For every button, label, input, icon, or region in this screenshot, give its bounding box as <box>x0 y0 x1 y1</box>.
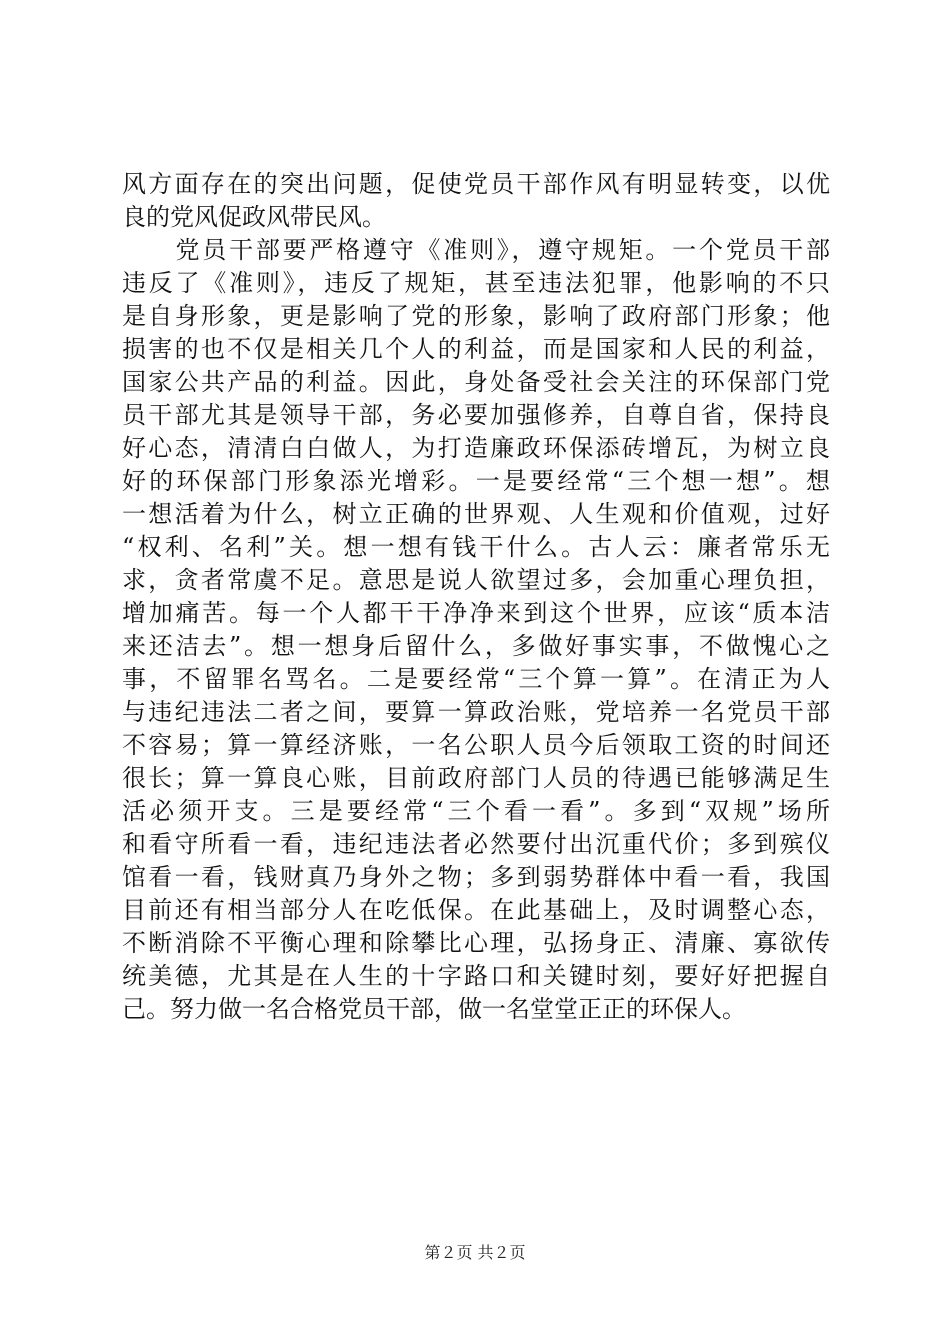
text-line: 和看守所看一看，违纪违法者必然要付出沉重代价；多到殡仪 <box>122 830 830 858</box>
text-line: 事，不留罪名骂名。二是要经常“三个算一算”。在清正为人 <box>122 665 830 693</box>
text-line: “权利、名利”关。想一想有钱干什么。古人云：廉者常乐无 <box>122 533 830 561</box>
text-line: 国家公共产品的利益。因此，身处备受社会关注的环保部门党 <box>122 368 830 396</box>
text-line: 目前还有相当部分人在吃低保。在此基础上，及时调整心态， <box>122 896 830 924</box>
text-line: 不容易；算一算经济账，一名公职人员今后领取工资的时间还 <box>122 731 830 759</box>
text-line: 违反了《准则》，违反了规矩，甚至违法犯罪，他影响的不只 <box>122 269 830 297</box>
document-body <box>122 168 830 1026</box>
text-line: 员干部尤其是领导干部，务必要加强修养，自尊自省，保持良 <box>122 401 830 429</box>
text-line: 己。努力做一名合格党员干部，做一名堂堂正正的环保人。 <box>122 995 746 1023</box>
text-line: 党员干部要严格遵守《准则》，遵守规矩。一个党员干部 <box>122 236 830 264</box>
text-line: 是自身形象，更是影响了党的形象，影响了政府部门形象；他 <box>122 302 830 330</box>
text-line: 与违纪违法二者之间，要算一算政治账，党培养一名党员干部 <box>122 698 830 726</box>
page-footer: 第２页 共２页 <box>424 1243 526 1262</box>
text-line: 增加痛苦。每一个人都干干净净来到这个世界，应该“质本洁 <box>122 599 830 627</box>
text-line: 良的党风促政风带民风。 <box>122 203 386 231</box>
text-line: 好心态，清清白白做人，为打造廉政环保添砖增瓦，为树立良 <box>122 434 830 462</box>
text-line: 馆看一看，钱财真乃身外之物；多到弱势群体中看一看，我国 <box>122 863 830 891</box>
text-line: 好的环保部门形象添光增彩。一是要经常“三个想一想”。想 <box>122 467 830 495</box>
text-line: 风方面存在的突出问题，促使党员干部作风有明显转变，以优 <box>122 170 830 198</box>
text-line: 一想活着为什么，树立正确的世界观、人生观和价值观，过好 <box>122 500 830 528</box>
text-line: 求，贪者常虞不足。意思是说人欲望过多，会加重心理负担， <box>122 566 830 594</box>
text-line: 来还洁去”。想一想身后留什么，多做好事实事，不做愧心之 <box>122 632 830 660</box>
text-line: 很长；算一算良心账，目前政府部门人员的待遇已能够满足生 <box>122 764 830 792</box>
text-line: 损害的也不仅是相关几个人的利益，而是国家和人民的利益， <box>122 335 830 363</box>
text-line: 统美德，尤其是在人生的十字路口和关键时刻，要好好把握自 <box>122 962 830 990</box>
text-line: 不断消除不平衡心理和除攀比心理，弘扬身正、清廉、寡欲传 <box>122 929 830 957</box>
text-line: 活必须开支。三是要经常“三个看一看”。多到“双规”场所 <box>122 797 830 825</box>
